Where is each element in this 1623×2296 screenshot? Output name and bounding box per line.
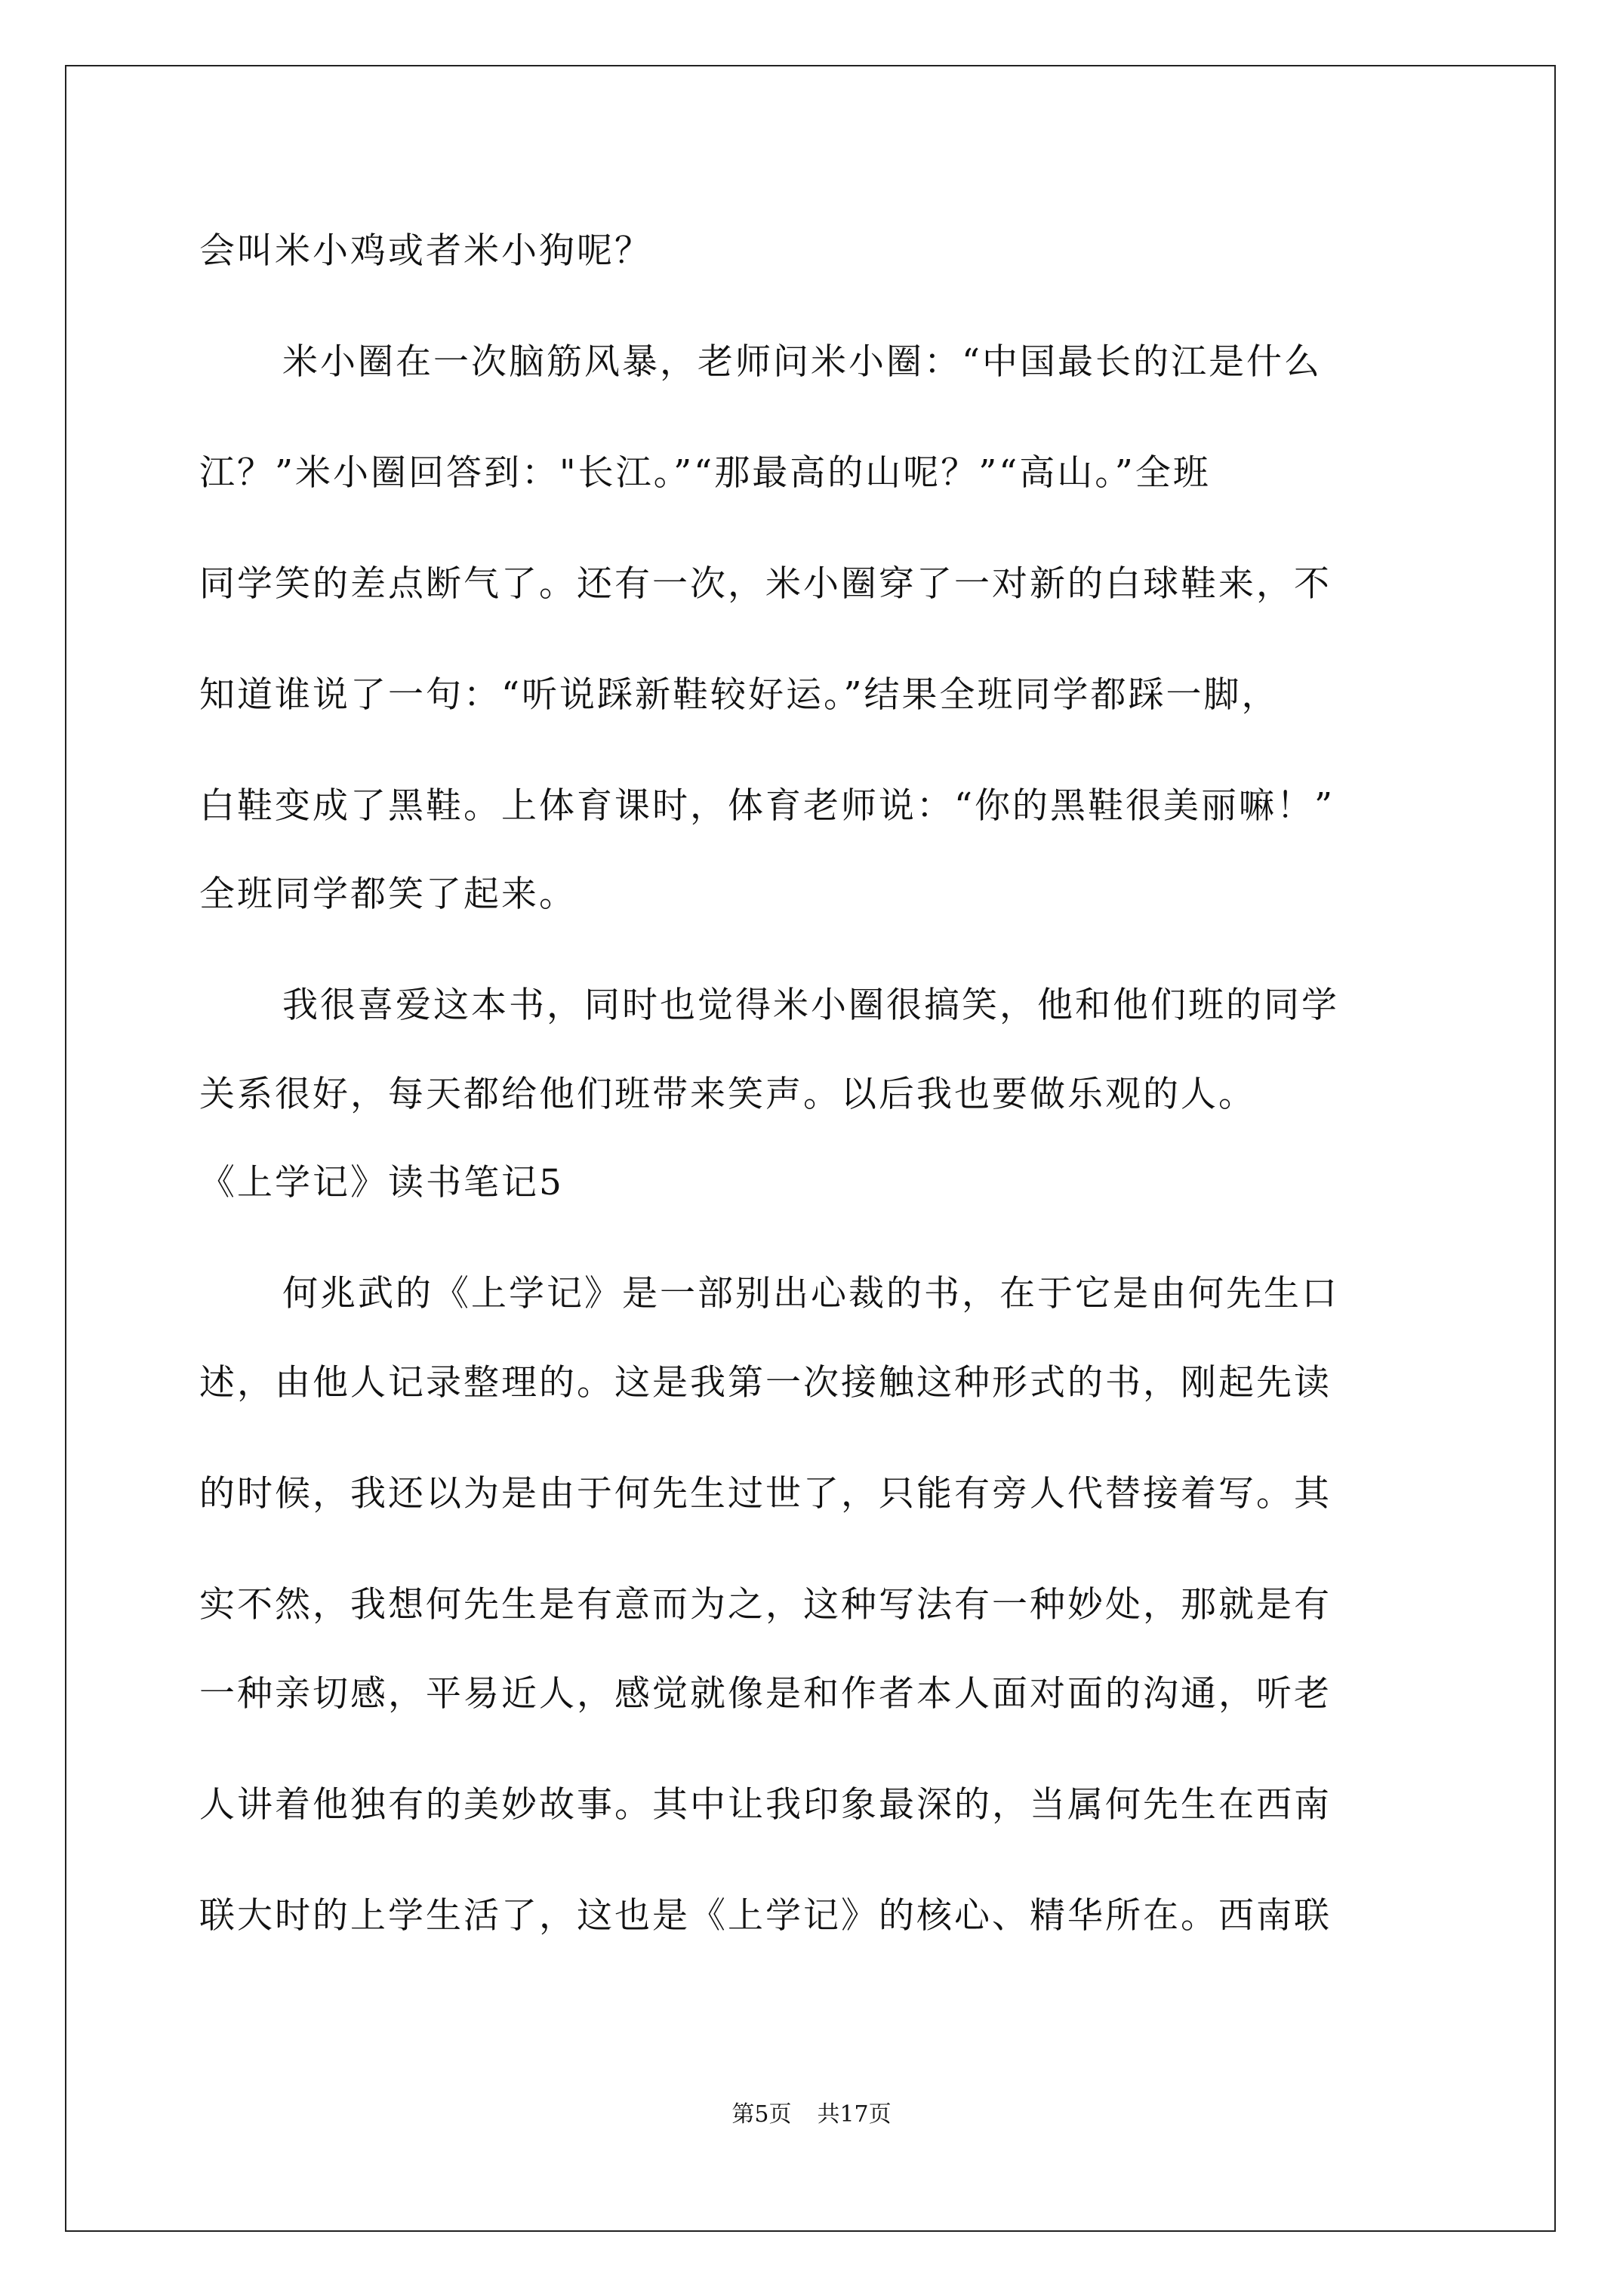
text-line: 述，由他人记录整理的。这是我第一次接触这种形式的书，刚起先读 bbox=[199, 1362, 1332, 1404]
page-footer bbox=[0, 2100, 1623, 2130]
text-line: 实不然，我想何先生是有意而为之，这种写法有一种妙处，那就是有 bbox=[199, 1584, 1332, 1626]
text-line: 关系很好，每天都给他们班带来笑声。以后我也要做乐观的人。 bbox=[199, 1074, 1256, 1115]
text-line: 一种亲切感，平易近人，感觉就像是和作者本人面对面的沟通，听老 bbox=[199, 1673, 1332, 1715]
text-line: 会叫米小鸡或者米小狗呢？ bbox=[199, 230, 652, 272]
page-total: 共17页 bbox=[817, 2101, 892, 2128]
text-line: 全班同学都笑了起来。 bbox=[199, 874, 577, 915]
text-line: 联大时的上学生活了，这也是《上学记》的核心、精华所在。西南联 bbox=[199, 1895, 1332, 1937]
page-number: 第5页 bbox=[731, 2101, 792, 2128]
text-line: 何兆武的《上学记》是一部别出心裁的书，在于它是由何先生口 bbox=[282, 1273, 1339, 1314]
text-line: 白鞋变成了黑鞋。上体育课时，体育老师说：“你的黑鞋很美丽嘛！” bbox=[199, 785, 1335, 827]
text-line: 米小圈在一次脑筋风暴，老师问米小圈：“中国最长的江是什么 bbox=[282, 341, 1323, 383]
section-heading: 《上学记》读书笔记5 bbox=[199, 1162, 564, 1203]
text-line: 江？”米小圈回答到："长江。”“那最高的山呢？”“高山。”全班 bbox=[199, 452, 1211, 494]
text-line: 我很喜爱这本书，同时也觉得米小圈很搞笑，他和他们班的同学 bbox=[282, 985, 1339, 1026]
text-line: 同学笑的差点断气了。还有一次，米小圈穿了一对新的白球鞋来，不 bbox=[199, 563, 1332, 605]
text-line: 的时候，我还以为是由于何先生过世了，只能有旁人代替接着写。其 bbox=[199, 1473, 1332, 1515]
text-line: 知道谁说了一句：“听说踩新鞋较好运。”结果全班同学都踩一脚， bbox=[199, 674, 1280, 716]
text-line: 人讲着他独有的美妙故事。其中让我印象最深的，当属何先生在西南 bbox=[199, 1784, 1332, 1826]
